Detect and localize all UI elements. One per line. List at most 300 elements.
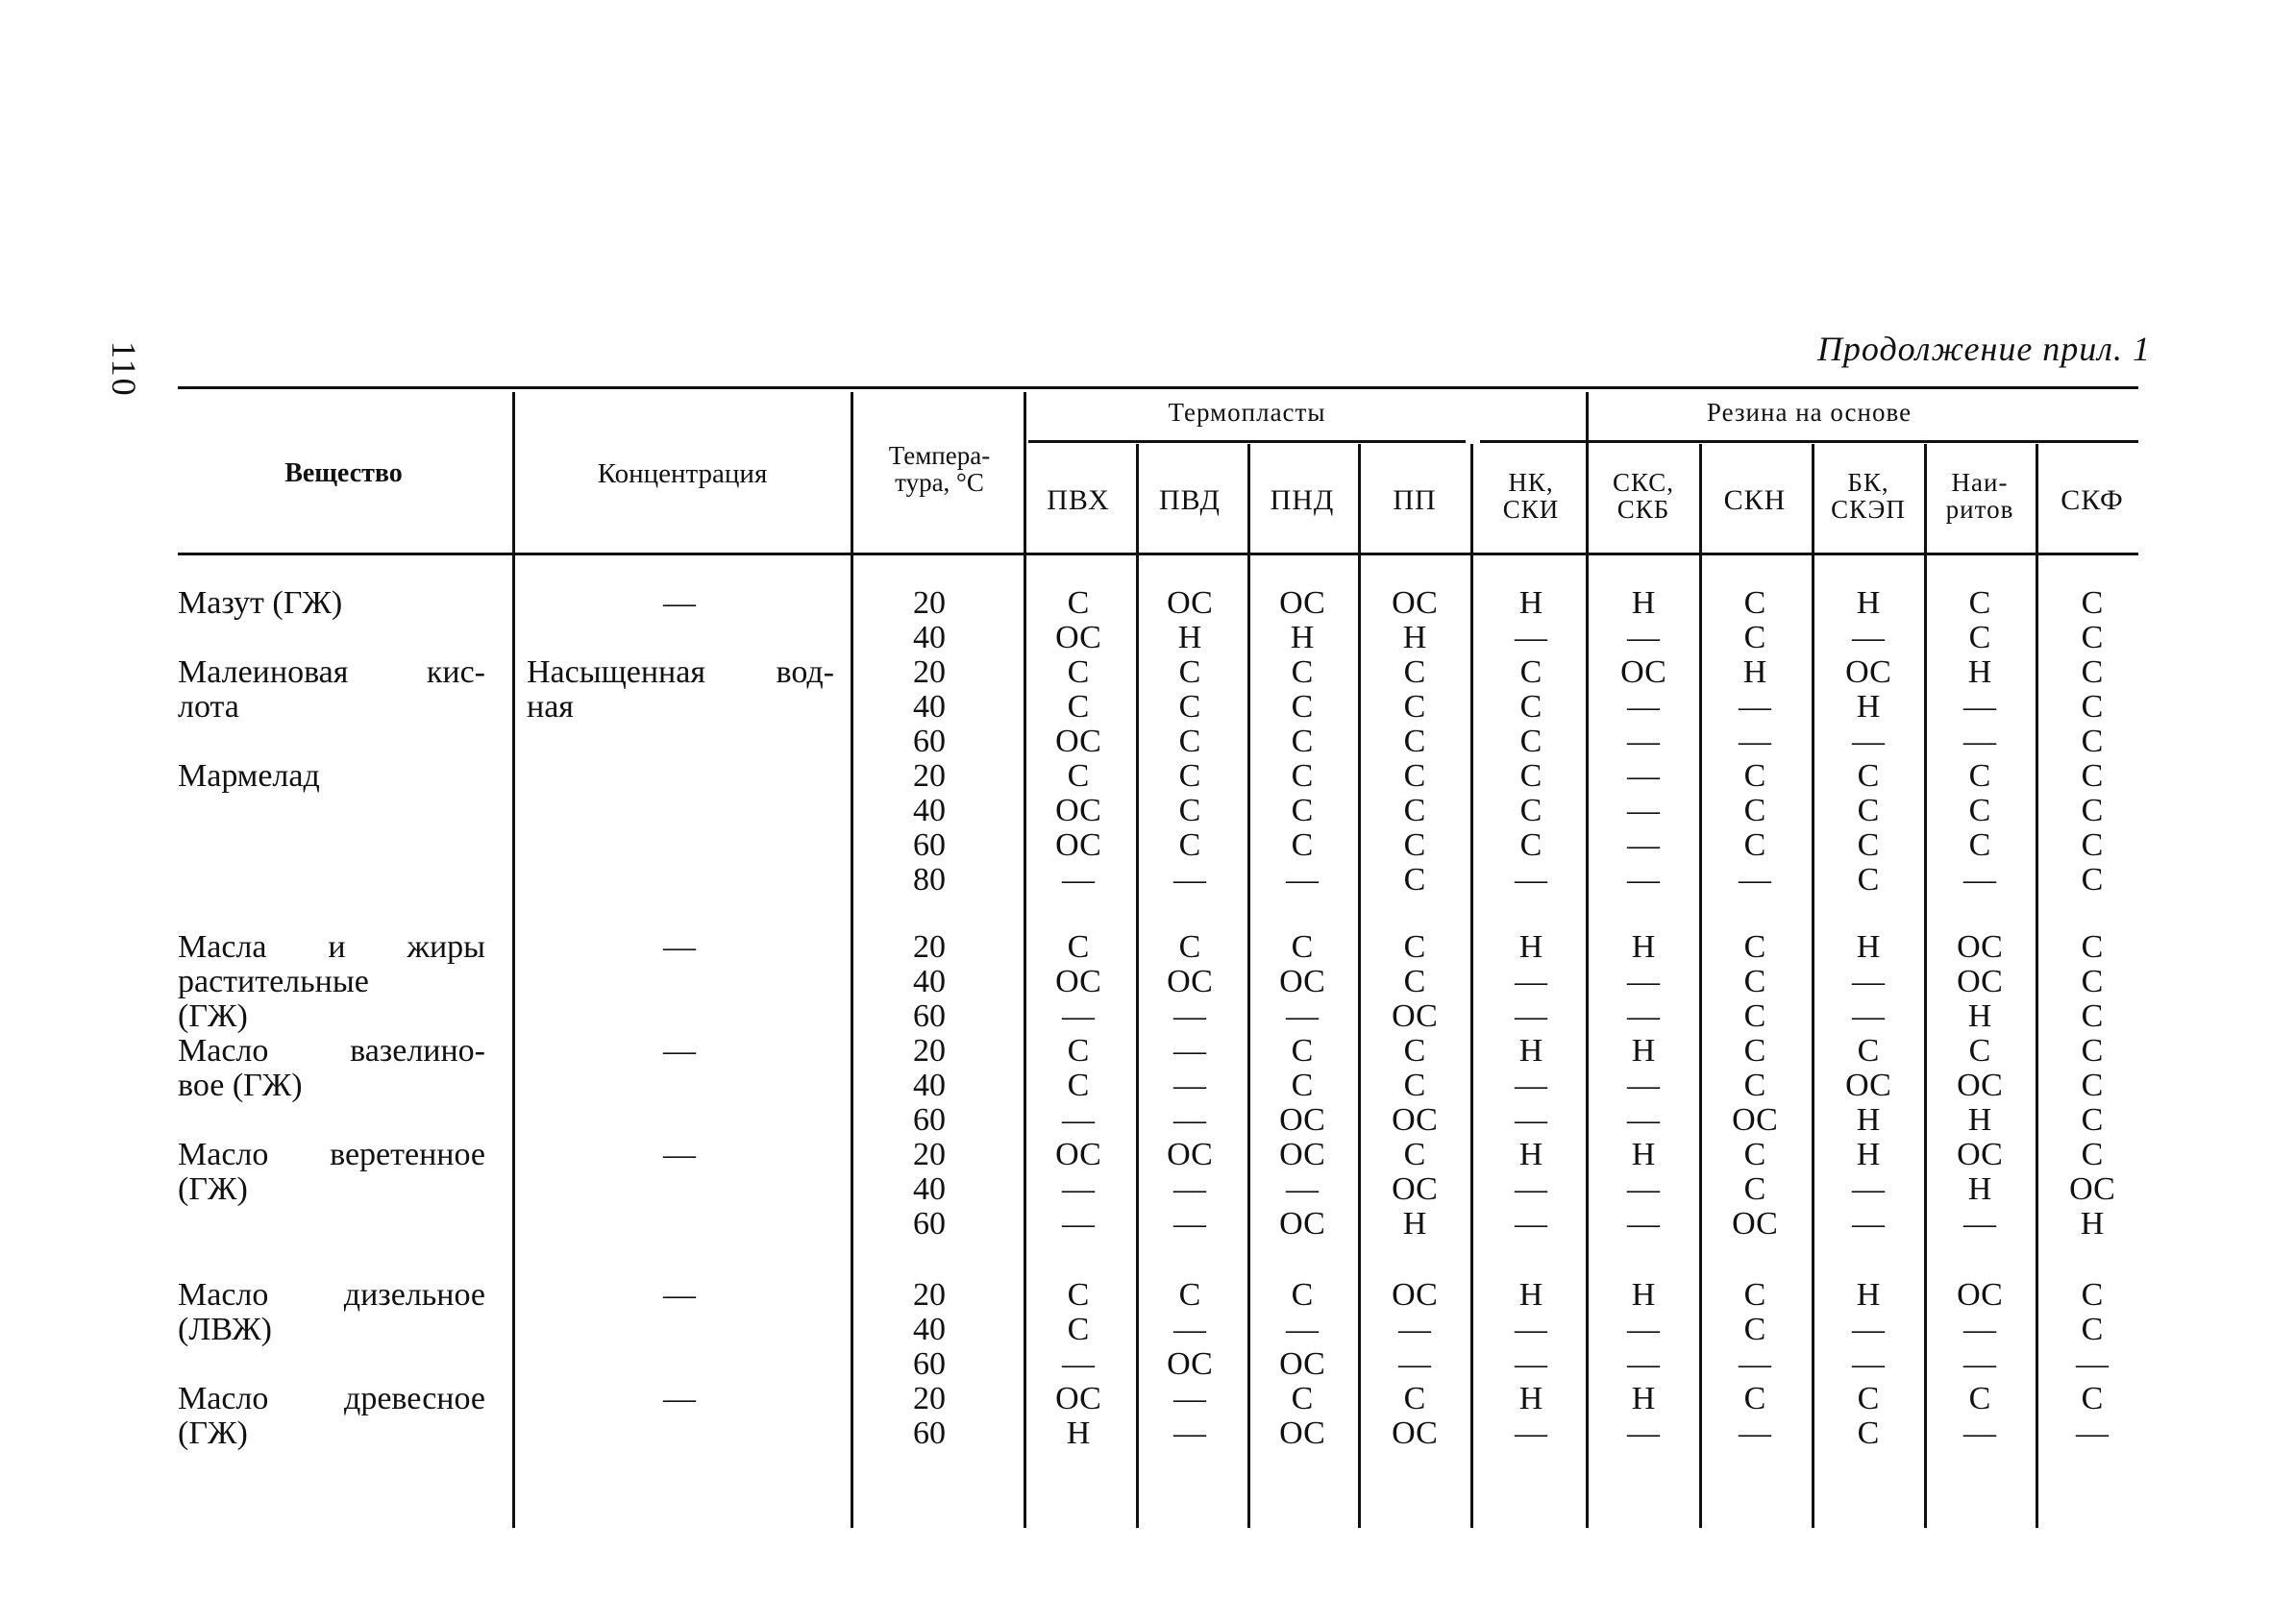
temperature-cell: 60 [913,1415,946,1451]
concentration-cell: — [663,1033,696,1069]
resistance-cell: С [1743,1171,1766,1207]
resistance-cell: — [1515,620,1547,655]
concentration-cell: — [663,1137,696,1172]
resistance-cell: С [1743,1137,1766,1172]
rubber-rule [1480,440,2138,443]
resistance-cell: ОС [1055,620,1101,655]
resistance-cell: — [1627,1312,1660,1347]
resistance-cell: С [1968,827,1991,863]
resistance-cell: С [1291,827,1314,863]
resistance-cell: Н [1967,654,1992,690]
resistance-cell: С [1291,1381,1314,1416]
temperature-cell: 60 [913,1206,946,1242]
resistance-cell: Н [1856,1277,1881,1313]
resistance-cell: С [1403,1068,1426,1103]
resistance-cell: — [1852,1206,1885,1242]
resistance-cell: — [1963,1346,1996,1382]
header-material: БК, СКЭП [1831,468,1906,525]
resistance-cell: С [1178,758,1201,794]
resistance-cell: Н [1856,1137,1881,1172]
resistance-cell: С [1519,793,1542,828]
resistance-cell: С [2081,1277,2104,1313]
column-rule [1470,444,1473,1528]
resistance-cell: — [1398,1312,1431,1347]
resistance-cell: Н [1518,929,1543,965]
resistance-cell: — [1173,1312,1206,1347]
resistance-cell: С [1403,793,1426,828]
resistance-cell: — [1627,827,1660,863]
resistance-cell: С [1857,758,1880,794]
resistance-cell: Н [1856,689,1881,725]
resistance-cell: ОС [1392,1277,1438,1313]
resistance-cell: — [1963,1415,1996,1451]
resistance-cell: ОС [1167,585,1213,621]
resistance-cell: — [1627,964,1660,999]
resistance-cell: ОС [1167,1346,1213,1382]
resistance-cell: С [1519,758,1542,794]
temperature-cell: 40 [913,793,946,828]
resistance-cell: — [1515,1102,1547,1138]
substance-line: Мазут (ГЖ) [178,585,343,621]
resistance-cell: С [2081,689,2104,725]
substance-line: Масло древесное [178,1381,485,1416]
resistance-cell: С [2081,964,2104,999]
header-material: ПП [1393,484,1437,516]
resistance-cell: С [2081,1137,2104,1172]
resistance-cell: ОС [1845,1068,1891,1103]
resistance-cell: — [1515,1068,1547,1103]
resistance-cell: С [1403,654,1426,690]
resistance-cell: — [1627,1068,1660,1103]
resistance-cell: Н [1742,654,1767,690]
resistance-cell: — [1173,1102,1206,1138]
resistance-cell: С [2081,654,2104,690]
resistance-cell: С [1968,1381,1991,1416]
resistance-cell: С [1743,585,1766,621]
resistance-cell: С [1403,1381,1426,1416]
resistance-cell: С [1968,1033,1991,1069]
resistance-cell: С [1519,827,1542,863]
temperature-cell: 20 [913,1137,946,1172]
resistance-cell: — [1627,689,1660,725]
resistance-cell: — [1627,1171,1660,1207]
substance-line: Масла и жиры [178,929,485,965]
resistance-cell: С [1178,689,1201,725]
resistance-cell: — [1627,793,1660,828]
substance-name [178,759,485,794]
resistance-cell: С [1067,654,1090,690]
resistance-cell: — [1739,1415,1771,1451]
resistance-cell: Н [1856,929,1881,965]
resistance-cell: С [1968,585,1991,621]
resistance-cell: — [2076,1346,2109,1382]
resistance-cell: С [1857,862,1880,898]
resistance-cell: — [1515,1415,1547,1451]
substance-name [178,1138,485,1207]
resistance-cell: Н [1631,1137,1656,1172]
substance-line: (ГЖ) [178,998,248,1034]
temperature-cell: 40 [913,1171,946,1207]
resistance-cell: С [1291,724,1314,759]
resistance-cell: Н [1518,585,1543,621]
resistance-cell: — [1173,862,1206,898]
resistance-cell: С [1178,827,1201,863]
resistance-cell: С [1291,1068,1314,1103]
resistance-cell: С [1743,998,1766,1034]
resistance-cell: С [1857,1381,1880,1416]
resistance-cell: — [1062,1206,1095,1242]
resistance-cell: — [1173,1033,1206,1069]
resistance-cell: — [1627,862,1660,898]
resistance-cell: Н [1967,1171,1992,1207]
resistance-cell: Н [1518,1137,1543,1172]
resistance-cell: — [1062,998,1095,1034]
thermoplastics-rule [1028,440,1466,443]
resistance-cell: С [1291,1277,1314,1313]
resistance-cell: ОС [1055,964,1101,999]
resistance-cell: — [1062,1346,1095,1382]
resistance-cell: С [2081,1312,2104,1347]
temperature-cell: 20 [913,1381,946,1416]
resistance-cell: ОС [1279,1346,1325,1382]
header-material: СКН [1723,484,1787,516]
resistance-cell: ОС [1392,1171,1438,1207]
resistance-cell: ОС [1279,585,1325,621]
header-temperature: Темпера- тура, °С [888,441,991,498]
resistance-cell: — [1062,1171,1095,1207]
resistance-cell: — [1515,862,1547,898]
resistance-cell: — [1286,998,1319,1034]
resistance-cell: — [1627,998,1660,1034]
resistance-cell: С [1403,827,1426,863]
resistance-cell: — [1852,998,1885,1034]
resistance-cell: С [2081,1381,2104,1416]
resistance-cell: С [2081,1068,2104,1103]
resistance-cell: С [1403,1033,1426,1069]
resistance-cell: Н [1402,1206,1427,1242]
resistance-cell: — [1286,862,1319,898]
resistance-cell: ОС [1392,998,1438,1034]
substance-line: (ГЖ) [178,1171,248,1207]
resistance-cell: ОС [1732,1102,1778,1138]
temperature-cell: 20 [913,1277,946,1313]
resistance-cell: С [2081,862,2104,898]
resistance-cell: С [1291,758,1314,794]
substance-name [178,586,485,621]
resistance-cell: — [1173,998,1206,1034]
resistance-cell: Н [1402,620,1427,655]
resistance-cell: — [1963,689,1996,725]
resistance-cell: Н [1967,1102,1992,1138]
concentration-cell: ная [527,689,574,725]
temperature-cell: 40 [913,689,946,725]
resistance-cell: С [1403,1137,1426,1172]
resistance-cell: С [1857,827,1880,863]
substance-line: Масло дизельное [178,1277,485,1313]
header-material: СКС, СКБ [1612,468,1675,525]
temperature-cell: 40 [913,620,946,655]
substance-line: Масло вазелино- [178,1033,485,1069]
resistance-cell: — [1515,998,1547,1034]
resistance-cell: — [1739,724,1771,759]
resistance-cell: ОС [1279,1206,1325,1242]
column-rule [1812,444,1814,1528]
resistance-cell: — [1627,620,1660,655]
resistance-cell: С [2081,585,2104,621]
substance-name [178,1034,485,1103]
resistance-cell: — [1739,862,1771,898]
resistance-cell: С [1857,793,1880,828]
resistance-cell: С [1743,758,1766,794]
resistance-cell: Н [1631,1033,1656,1069]
column-rule [851,392,853,1528]
temperature-cell: 40 [913,1312,946,1347]
resistance-cell: — [1627,1415,1660,1451]
resistance-cell: ОС [1279,1137,1325,1172]
resistance-cell: С [2081,793,2104,828]
resistance-cell: ОС [1957,1137,2003,1172]
resistance-cell: ОС [1957,929,2003,965]
resistance-cell: — [1852,1312,1885,1347]
resistance-cell: С [1743,929,1766,965]
resistance-cell: — [1963,1206,1996,1242]
resistance-cell: С [1067,1033,1090,1069]
resistance-cell: С [1403,862,1426,898]
resistance-cell: — [1852,724,1885,759]
resistance-cell: С [1067,929,1090,965]
resistance-cell: С [1968,793,1991,828]
substance-name [178,655,485,725]
concentration-cell: — [663,585,696,621]
resistance-cell: С [1519,654,1542,690]
resistance-cell: Н [1518,1033,1543,1069]
concentration-cell: — [663,929,696,965]
resistance-cell: ОС [1167,964,1213,999]
resistance-cell: С [1067,1068,1090,1103]
resistance-cell: Н [1290,620,1315,655]
resistance-cell: Н [2080,1206,2105,1242]
resistance-cell: Н [1518,1381,1543,1416]
caption: Продолжение прил. 1 [1816,330,2151,368]
resistance-cell: ОС [1055,1381,1101,1416]
resistance-cell: — [1852,620,1885,655]
resistance-cell: ОС [1845,654,1891,690]
resistance-cell: С [1743,1381,1766,1416]
resistance-cell: С [1519,689,1542,725]
resistance-cell: С [1857,1033,1880,1069]
resistance-cell: С [1968,620,1991,655]
resistance-cell: С [1067,1312,1090,1347]
resistance-cell: — [1173,1068,1206,1103]
resistance-cell: С [1291,654,1314,690]
resistance-cell: С [1857,1415,1880,1451]
resistance-cell: ОС [1957,1068,2003,1103]
resistance-cell: С [1743,1068,1766,1103]
resistance-cell: ОС [1732,1206,1778,1242]
resistance-cell: ОС [1167,1137,1213,1172]
substance-line: вое (ГЖ) [178,1068,303,1103]
header-material: НК, СКИ [1502,468,1560,525]
resistance-cell: — [1062,1102,1095,1138]
resistance-cell: — [1739,1346,1771,1382]
substance-line: (ГЖ) [178,1415,248,1451]
resistance-cell: — [1515,1312,1547,1347]
resistance-cell: — [2076,1415,2109,1451]
resistance-cell: С [1291,689,1314,725]
header-material: СКФ [2061,484,2124,516]
resistance-cell: ОС [1392,585,1438,621]
resistance-cell: С [1403,929,1426,965]
temperature-cell: 20 [913,585,946,621]
concentration-cell: Насыщенная вод- [527,654,834,690]
temperature-cell: 20 [913,1033,946,1069]
column-rule [2036,444,2038,1528]
resistance-cell: — [1515,1206,1547,1242]
resistance-cell: С [1067,758,1090,794]
temperature-cell: 60 [913,1102,946,1138]
resistance-cell: — [1515,964,1547,999]
resistance-cell: ОС [1279,964,1325,999]
resistance-cell: — [1963,724,1996,759]
resistance-cell: С [1067,585,1090,621]
resistance-cell: — [1515,1346,1547,1382]
header-substance: Вещество [284,458,403,488]
resistance-cell: Н [1631,929,1656,965]
resistance-cell: — [1627,1346,1660,1382]
temperature-cell: 20 [913,758,946,794]
resistance-cell: С [1291,929,1314,965]
resistance-cell: — [1963,862,1996,898]
resistance-cell: ОС [1055,724,1101,759]
resistance-cell: — [1739,689,1771,725]
resistance-cell: С [1403,689,1426,725]
resistance-cell: — [1173,1381,1206,1416]
resistance-cell: Н [1518,1277,1543,1313]
resistance-cell: — [1627,1206,1660,1242]
resistance-cell: — [1286,1171,1319,1207]
substance-line: лота [178,689,239,725]
resistance-cell: Н [1177,620,1202,655]
resistance-cell: Н [1856,1102,1881,1138]
header-material: Наи- ритов [1945,468,2014,525]
header-bottom-rule [178,553,2138,555]
resistance-cell: — [1852,1346,1885,1382]
resistance-cell: С [2081,758,2104,794]
concentration-cell: — [663,1381,696,1416]
resistance-cell: С [2081,998,2104,1034]
column-rule [512,392,515,1528]
resistance-cell: ОС [1055,1137,1101,1172]
substance-line: растительные [178,964,369,999]
resistance-cell: ОС [1055,793,1101,828]
temperature-cell: 20 [913,929,946,965]
temperature-cell: 80 [913,862,946,898]
header-thermoplastics: Термопласты [1168,398,1326,427]
resistance-cell: С [1968,758,1991,794]
temperature-cell: 60 [913,724,946,759]
resistance-cell: С [2081,1102,2104,1138]
resistance-cell: С [2081,620,2104,655]
resistance-cell: — [1852,964,1885,999]
temperature-cell: 60 [913,827,946,863]
resistance-cell: С [2081,724,2104,759]
resistance-cell: Н [1631,1381,1656,1416]
substance-name [178,1382,485,1451]
resistance-cell: Н [1066,1415,1091,1451]
resistance-cell: ОС [1279,1415,1325,1451]
resistance-cell: С [1178,654,1201,690]
page-number: 110 [105,341,143,398]
resistance-cell: С [1743,620,1766,655]
resistance-cell: — [1062,862,1095,898]
resistance-cell: С [1403,964,1426,999]
resistance-cell: С [1067,689,1090,725]
substance-name [178,930,485,1034]
resistance-cell: Н [1631,585,1656,621]
resistance-cell: Н [1631,1277,1656,1313]
resistance-cell: С [1743,1033,1766,1069]
resistance-cell: ОС [1055,827,1101,863]
header-material: ПНД [1270,484,1335,516]
resistance-cell: ОС [1620,654,1666,690]
resistance-cell: С [1743,827,1766,863]
resistance-cell: ОС [1392,1415,1438,1451]
resistance-cell: ОС [1392,1102,1438,1138]
resistance-cell: ОС [2069,1171,2115,1207]
resistance-cell: — [1286,1312,1319,1347]
resistance-cell: С [1291,1033,1314,1069]
resistance-cell: С [2081,929,2104,965]
concentration-cell: — [663,1277,696,1313]
resistance-cell: С [1291,793,1314,828]
resistance-cell: — [1173,1171,1206,1207]
header-material: ПВХ [1047,484,1110,516]
resistance-cell: С [2081,1033,2104,1069]
substance-name [178,1278,485,1347]
resistance-cell: — [1515,1171,1547,1207]
resistance-cell: С [1743,793,1766,828]
temperature-cell: 60 [913,998,946,1034]
resistance-cell: — [1852,1171,1885,1207]
resistance-cell: Н [1967,998,1992,1034]
resistance-cell: С [1519,724,1542,759]
substance-line: Масло веретенное [178,1137,485,1172]
resistance-cell: — [1173,1206,1206,1242]
header-rubber: Резина на основе [1706,398,1912,427]
column-rule [1358,444,1361,1528]
resistance-cell: ОС [1957,964,2003,999]
header-material: ПВД [1159,484,1221,516]
resistance-cell: С [1743,1277,1766,1313]
substance-line: (ЛВЖ) [178,1312,272,1347]
resistance-cell: С [1403,724,1426,759]
resistance-cell: — [1627,758,1660,794]
resistance-cell: С [1178,724,1201,759]
table-top-rule [178,386,2138,389]
resistance-cell: Н [1856,585,1881,621]
substance-line: Малеиновая кис- [178,654,485,690]
resistance-cell: — [1963,1312,1996,1347]
resistance-cell: С [2081,827,2104,863]
resistance-cell: С [1743,964,1766,999]
resistance-cell: С [1178,929,1201,965]
resistance-cell: С [1743,1312,1766,1347]
temperature-cell: 40 [913,964,946,999]
resistance-cell: С [1403,758,1426,794]
resistance-cell: ОС [1279,1102,1325,1138]
resistance-cell: — [1173,1415,1206,1451]
resistance-cell: ОС [1957,1277,2003,1313]
